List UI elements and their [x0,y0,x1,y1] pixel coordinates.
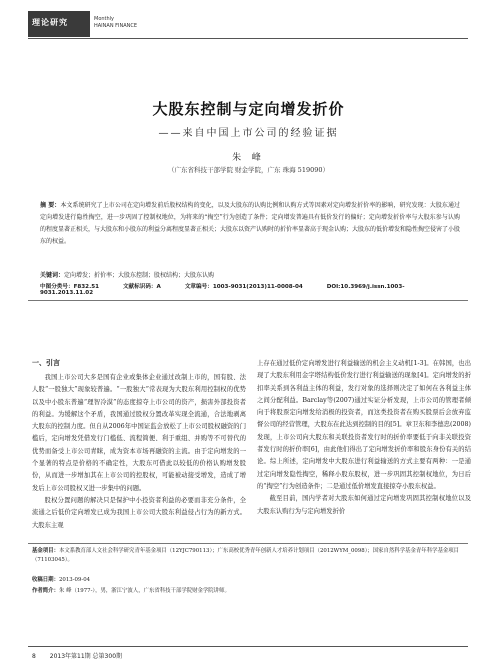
clc-code: 中图分类号：F832.51 [40,284,99,290]
body-paragraph: 截至目前，国内学者对大股东如何通过定向增发巩固其控制权地位以及大股东认购行为与定向增发折价 [257,495,471,515]
header-divider [28,38,468,39]
article-title: 大股东控制与定向增发折价 [152,100,345,118]
issue-info: 2013年第11期 总第300期 [49,653,123,660]
page-footer [32,651,134,660]
fund-label: 基金项目： [32,548,59,554]
section-tag [28,11,90,37]
author-bio-label: 作者简介： [32,588,59,594]
abstract-text: 本文系统研究了上市公司在定向增发前后股权结构的变化，以及大股东的认购比例和认购方式等因素对定向增发折价率的影响，研究发现：大股东通过定向增发进行隐性掏空，进一步巩固了控制权地位，为将来的“掏空”行为创造了条件；定向增发普遍具有低价发行的偏好；定向增发折价率与大股东参与认购的程度显著正相关，与大股东和小股东的利益分离程度显著正相关；大股东以资产认购时的折价率显著高于现金认购；大股东的低价增发和隐性掏空侵害了小股东的权益。 [40,202,461,245]
document-code: 文献标识码：A [122,284,161,290]
footnote-divider [28,543,468,544]
article-subtitle: ——来自中国上市公司的经验证据 [158,128,339,139]
author-bio-text: 朱 峰（1977-），男，浙江宁波人，广东省科技干部学院财金学院讲师。 [58,588,230,594]
keywords [40,270,460,281]
classification-line [40,282,470,296]
received-label: 收稿日期： [32,577,59,583]
body-paragraph: 我国上市公司大多是国有企业或集体企业通过改制上市的，国有股、法人股“一股独大”现象较普遍。“一股独大”常表现为大股东利用控制权的优势以及中小股东普遍“理智冷漠”的态度掠夺上市公司的资产，损害外部投资者的利益。为缓解这个矛盾，我国通过股权分置改革实现全流通，合法地剥离大股东的控制力度。但自从2006年中国证监会放松了上市公司股权融资的门槛后，定向增发凭借发行门槛低、流程简便、利于重组、并购等不可替代的优势而备受上市公司青睐，成为资本市场再融资的主流。由于定向增发的一个显著的特点是价格的不确定性，大股东可借此以较低的价格认购增发股份，从而进一步增加其在上市公司的控股权，可能被动接受增发，造成了增发后上市公司股权又进一步集中的问题。 [32,374,246,492]
keywords-text: 定向增发；折价率；大股东控制；股权结构；大股东认购 [64,272,215,279]
author-affiliation: （广东省科技干部学院 财金学院，广东 珠海 519090） [167,166,329,174]
body-column-left [32,372,246,532]
article-author: 朱 峰 [232,153,265,163]
article-number: 文章编号：1003-9031(2013)11-0008-04 [184,284,303,290]
body-paragraph: 股权分置问题的解决只是保护中小投资者利益的必要而非充分条件，全流通之后低价定向增发已成为我国上市公司大股东利益侵占行为的新方式。大股东主观 [32,496,246,529]
body-column-right [257,358,471,518]
journal-line-2: HAINAN FINANCE [94,23,138,29]
footer-divider [28,646,468,647]
abstract-divider [28,300,468,301]
page-number: 8 [32,653,36,660]
journal-line-1: Monthly [94,16,115,22]
received-date [32,576,472,585]
abstract [40,200,460,248]
journal-header [28,11,468,37]
fund-text: 本文系教育部人文社会科学研究青年基金项目（12YJC790113）；广东高校优秀青年创新人才培养计划项目（2012WYM_0098）；国家自然科学基金青年科学基金项目（71103045）。 [32,548,460,563]
section-heading-introduction: 一、引言 [32,359,60,367]
doi: DOI:10.3969/j.issn.1003-9031.2013.11.02 [40,284,405,296]
fund-note [32,547,472,565]
section-tag-label: 理论研究 [32,18,68,27]
abstract-label: 摘 要： [40,202,61,209]
body-paragraph: 上存在通过低价定向增发进行利益输送的机会主义动机[1-3]。在韩国，也出现了大股东利用金字塔结构低价发行进行利益输送的现象[4]。定向增发的折扣率关系到各利益主体的利益，发行对象的选择则决定了如何在各利益主体之间分配利益。Barclay等(2007)通过实证分析发现，上市公司的管理者倾向于将股票定向增发给消极的投资者，而这类投资者在购买股票后会放弃监督公司的经营管理，大股东在此达到控制的目的[5]。章卫东和李德忠(2008)发现，上市公司向大股东和关联投资者发行时的折价率要低于向非关联投资者发行时的折价率[6]，由此他们得出了定向增发折价率和股东身份有关的结论。综上所述，定向增发中大股东进行利益输送的方式主要有两种：一是通过定向增发隐性掏空，稀释小股东股权，进一步巩固其控制权地位，为日后的“掏空”行为创造条件；二是通过低价增发直接掠夺小股东权益。 [257,360,471,490]
journal-name [94,16,137,30]
author-bio [32,587,472,596]
keywords-label: 关键词： [40,272,65,279]
received-value: 2013-09-04 [58,577,91,583]
